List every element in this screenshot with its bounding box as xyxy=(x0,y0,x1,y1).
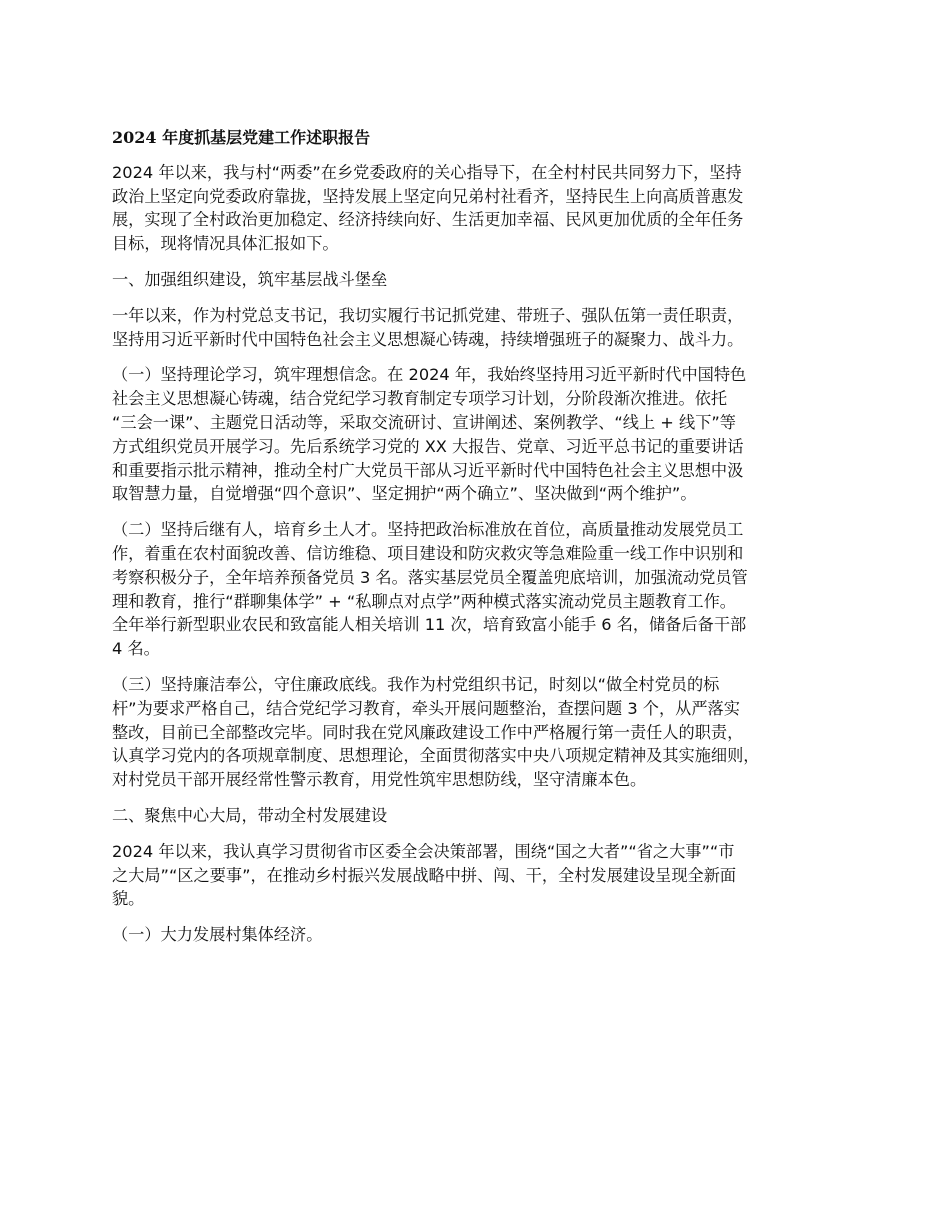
text-line: 目标，现将情况具体汇报如下。 xyxy=(112,234,339,254)
document-page xyxy=(112,126,857,959)
text-line: 坚持用习近平新时代中国特色社会主义思想凝心铸魂，持续增强班子的凝聚力、战斗力。 xyxy=(112,329,744,349)
text-line: 对村党员干部开展经常性警示教育，用党性筑牢思想防线，坚守清廉本色。 xyxy=(112,770,647,790)
subsection-heading-economy xyxy=(112,923,857,947)
paragraph-talent xyxy=(112,518,857,661)
text-line: 作，着重在农村面貌改善、信访维稳、项目建设和防灾救灾等急难险重一线工作中识别和 xyxy=(112,543,744,563)
document-title: 2024 年度抓基层党建工作述职报告 xyxy=(112,128,371,147)
text-line: 一、加强组织建设，筑牢基层战斗堡垒 xyxy=(112,269,388,289)
text-line: （二）坚持后继有人，培育乡土人才。坚持把政治标准放在首位，高质量推动发展党员工 xyxy=(112,520,744,540)
text-line: 取智慧力量，自觉增强“四个意识”、坚定拥护“两个确立”、坚决做到“两个维护”。 xyxy=(112,484,697,504)
text-line: 2024 年以来，我与村“两委”在乡党委政府的关心指导下，在全村村民共同努力下，坚持 xyxy=(112,162,742,182)
paragraph-theory-study xyxy=(112,363,857,506)
text-line: 考察积极分子，全年培养预备党员 3 名。落实基层党员全覆盖兜底培训，加强流动党员管 xyxy=(112,567,748,587)
paragraph-integrity xyxy=(112,673,857,792)
text-line: 和重要指示批示精神，推动全村广大党员干部从习近平新时代中国特色社会主义思想中汲 xyxy=(112,460,744,480)
text-line: 2024 年以来，我认真学习贯彻省市区委全会决策部署，围绕“国之大者”“省之大事”“市 xyxy=(112,841,735,861)
text-line: 二、聚焦中心大局，带动全村发展建设 xyxy=(112,805,388,825)
text-line: （一）坚持理论学习，筑牢理想信念。在 2024 年，我始终坚持用习近平新时代中国特色 xyxy=(112,365,747,385)
text-line: 杆”为要求严格自己，结合党纪学习教育，牵头开展问题整治，查摆问题 3 个，从严落实 xyxy=(112,698,740,718)
text-line: （一）大力发展村集体经济。 xyxy=(112,925,323,945)
text-line: “三会一课”、主题党日活动等，采取交流研讨、宣讲阐述、案例教学、“线上 + 线下”等 xyxy=(112,412,736,432)
paragraph-intro xyxy=(112,161,857,256)
section-heading-2 xyxy=(112,804,857,828)
text-line: 社会主义思想凝心铸魂，结合党纪学习教育制定专项学习计划，分阶段渐次推进。依托 xyxy=(112,389,728,409)
text-line: 之大局”“区之要事”，在推动乡村振兴发展战略中拼、闯、干，全村发展建设呈现全新面 xyxy=(112,865,737,885)
text-line: 全年举行新型职业农民和致富能人相关培训 11 次，培育致富小能手 6 名，储备后备干部 xyxy=(112,615,747,635)
text-line: 展，实现了全村政治更加稳定、经济持续向好、生活更加幸福、民风更加优质的全年任务 xyxy=(112,210,744,230)
text-line: 一年以来，作为村党总支书记，我切实履行书记抓党建、带班子、强队伍第一责任职责， xyxy=(112,305,744,325)
paragraph-development xyxy=(112,840,857,911)
text-line: 政治上坚定向党委政府靠拢，坚持发展上坚定向兄弟村社看齐，坚持民生上向高质普惠发 xyxy=(112,186,744,206)
text-line: 貌。 xyxy=(112,889,145,909)
text-line: 整改，目前已全部整改完毕。同时我在党风廉政建设工作中严格履行第一责任人的职责， xyxy=(112,722,744,742)
text-line: 理和教育，推行“群聊集体学” + “私聊点对点学”两种模式落实流动党员主题教育工作。 xyxy=(112,591,736,611)
paragraph-organization xyxy=(112,304,857,352)
section-heading-1 xyxy=(112,268,857,292)
text-line: （三）坚持廉洁奉公，守住廉政底线。我作为村党组织书记，时刻以“做全村党员的标 xyxy=(112,674,720,694)
text-line: 4 名。 xyxy=(112,639,160,659)
text-line: 方式组织党员开展学习。先后系统学习党的 XX 大报告、党章、习近平总书记的重要讲话 xyxy=(112,436,744,456)
text-line: 认真学习党内的各项规章制度、思想理论，全面贯彻落实中央八项规定精神及其实施细则， xyxy=(112,746,760,766)
